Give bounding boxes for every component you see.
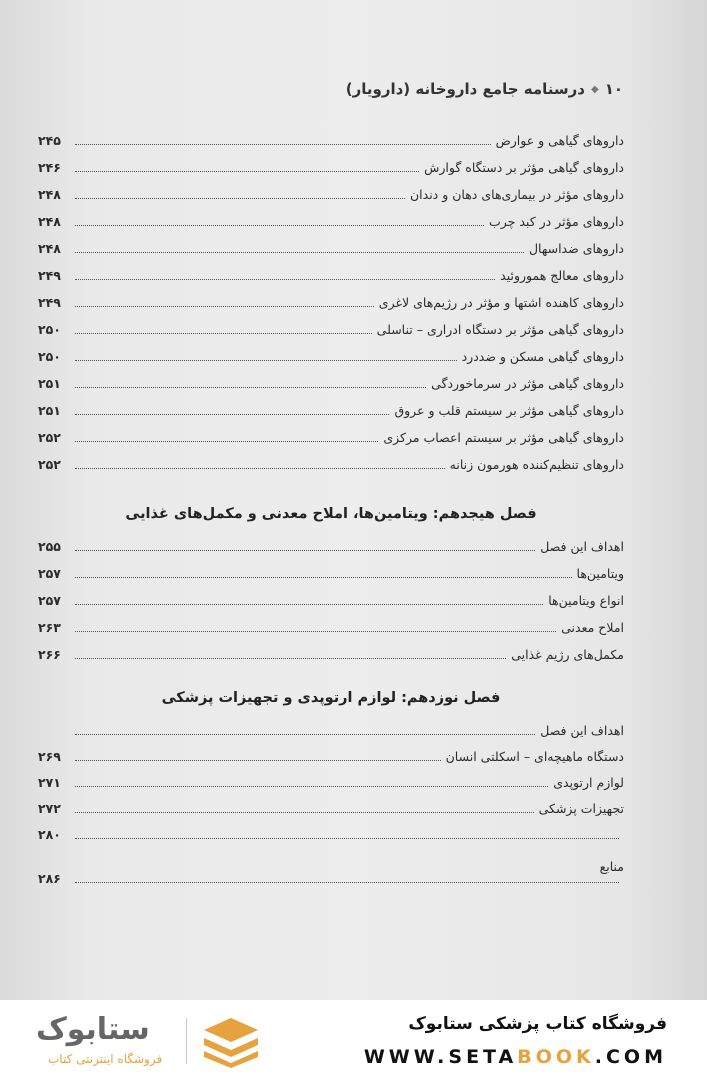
book-stack-icon (200, 1014, 262, 1068)
toc-entry-page: ۲۵۰ (38, 349, 61, 364)
toc-entry[interactable] (38, 822, 624, 844)
toc-entry-title: داروهای گیاهی مؤثر بر سیستم اعصاب مرکزی (383, 430, 624, 445)
leader-dots (75, 881, 619, 883)
toc-entry-title: داروهای گیاهی مؤثر بر سیستم قلب و عروق (394, 403, 624, 418)
store-url-link[interactable] (364, 1046, 667, 1068)
toc-entry[interactable] (38, 770, 624, 792)
toc-entry-page: ۲۵۲ (38, 430, 61, 445)
toc-entry-page: ۲۵۱ (38, 403, 61, 418)
toc-entry-page: ۲۴۵ (38, 133, 61, 148)
toc-entry-title: داروهای مؤثر در کبد چرب (489, 214, 624, 229)
url-suffix: .COM (594, 1046, 667, 1068)
leader-dots (75, 413, 389, 415)
toc-entry-title: ویتامین‌ها (576, 566, 624, 581)
toc-entry-title: انواع ویتامین‌ها (548, 593, 624, 608)
toc-entry-page: ۲۵۰ (38, 322, 61, 337)
leader-dots (75, 143, 491, 145)
toc-entry-title: داروهای گیاهی مؤثر بر دستگاه گوارش (424, 160, 624, 175)
toc-entry-title: لوازم ارتوپدی (553, 775, 624, 790)
leader-dots (75, 386, 426, 388)
toc-entry-title: تجهیزات پزشکی (538, 801, 624, 816)
logo-wordmark: ستابوک (36, 1012, 150, 1047)
diamond-separator-icon: ◆ (590, 83, 599, 95)
toc-entry-title: دستگاه ماهیچه‌ای – اسکلتی انسان (445, 749, 624, 764)
leader-dots (75, 657, 506, 659)
book-title: درسنامه جامع داروخانه (دارویار) (345, 80, 585, 98)
leader-dots (75, 603, 543, 605)
leader-dots (75, 359, 457, 361)
toc-entry-title: املاح معدنی (561, 620, 624, 635)
toc-entry-title: داروهای معالج هموروئید (500, 268, 624, 283)
toc-entry-page: ۲۴۸ (38, 187, 61, 202)
sources-page: ۲۸۶ (38, 871, 61, 886)
leader-dots (75, 576, 572, 578)
logo-divider (186, 1018, 187, 1064)
toc-entry-page: ۲۴۹ (38, 295, 61, 310)
toc-entry[interactable] (38, 452, 624, 474)
leader-dots (75, 785, 548, 787)
toc-entry-page: ۲۴۹ (38, 268, 61, 283)
store-name: فروشگاه کتاب پزشکی ستابوک (408, 1014, 667, 1034)
toc-entry-title: مکمل‌های رژیم غذایی (511, 647, 624, 662)
leader-dots (75, 733, 535, 735)
toc-entry-page: ۲۴۸ (38, 214, 61, 229)
toc-entry[interactable] (38, 290, 624, 312)
page-number: ۱۰ (604, 80, 623, 98)
toc-entry[interactable] (38, 561, 624, 583)
toc-entry[interactable] (38, 398, 624, 420)
toc-entry-page: ۲۷۲ (38, 801, 61, 816)
toc-entry[interactable] (38, 796, 624, 818)
toc-entry[interactable] (38, 588, 624, 610)
toc-entry-page: ۲۶۶ (38, 647, 61, 662)
toc-entry[interactable] (38, 642, 624, 664)
toc-entry[interactable] (38, 615, 624, 637)
toc-entry[interactable] (38, 534, 624, 556)
toc-entry-title: داروهای ضداسهال (528, 241, 624, 256)
toc-entry-title: داروهای گیاهی مؤثر در سرماخوردگی (431, 376, 624, 391)
store-footer (0, 1000, 707, 1080)
leader-dots (75, 278, 495, 280)
toc-entry-page: ۲۶۳ (38, 620, 61, 635)
toc-entry[interactable] (38, 263, 624, 285)
toc-entry[interactable] (38, 425, 624, 447)
chapter-19-heading[interactable]: فصل نوزدهم: لوازم ارتوپدی و تجهیزات پزشکی (161, 690, 501, 706)
toc-entry[interactable] (38, 128, 624, 150)
toc-entry-title: داروهای کاهنده اشتها و مؤثر در رژیم‌های لاغری (378, 295, 624, 310)
toc-entry[interactable] (38, 344, 624, 366)
leader-dots (75, 224, 484, 226)
leader-dots (75, 811, 534, 813)
logo-subtitle: فروشگاه اینترنتی کتاب (48, 1052, 163, 1066)
toc-entry[interactable] (38, 209, 624, 231)
toc-entry-title: اهداف این فصل (540, 723, 624, 738)
toc-entry-title: داروهای مؤثر در بیماری‌های دهان و دندان (409, 187, 624, 202)
url-accent: BOOK (517, 1046, 595, 1068)
toc-entry[interactable] (38, 718, 624, 740)
leader-dots (75, 251, 524, 253)
toc-entry-page: ۲۴۸ (38, 241, 61, 256)
url-prefix: WWW.SETA (363, 1046, 518, 1068)
toc-entry-page: ۲۵۷ (38, 593, 61, 608)
toc-entry-title: داروهای گیاهی و عوارض (495, 133, 624, 148)
leader-dots (75, 549, 535, 551)
leader-dots (75, 170, 419, 172)
toc-entry-page: ۲۵۱ (38, 376, 61, 391)
sources-title: منابع (599, 859, 624, 874)
toc-entry-page: ۲۶۹ (38, 749, 61, 764)
toc-entry-page: ۲۷۱ (38, 775, 61, 790)
sources-entry[interactable] (38, 866, 624, 888)
toc-entry[interactable] (38, 317, 624, 339)
leader-dots (75, 467, 445, 469)
toc-entry[interactable] (38, 182, 624, 204)
toc-entry-title: داروهای تنظیم‌کننده هورمون زنانه (449, 457, 624, 472)
toc-entry-page: ۲۸۰ (38, 827, 61, 842)
toc-entry-page: ۲۵۷ (38, 566, 61, 581)
toc-entry-page: ۲۵۵ (38, 539, 61, 554)
leader-dots (75, 305, 374, 307)
leader-dots (75, 197, 405, 199)
toc-entry-page: ۲۵۲ (38, 457, 61, 472)
toc-entry[interactable] (38, 371, 624, 393)
toc-entry[interactable] (38, 236, 624, 258)
toc-entry-page: ۲۴۶ (38, 160, 61, 175)
toc-entry[interactable] (38, 744, 624, 766)
leader-dots (75, 630, 556, 632)
leader-dots (75, 759, 441, 761)
toc-entry-title: داروهای گیاهی مؤثر بر دستگاه ادراری – تناسلی (376, 322, 624, 337)
leader-dots (75, 837, 619, 839)
toc-entry[interactable] (38, 155, 624, 177)
toc-entry-title: داروهای گیاهی مسکن و ضددرد (461, 349, 624, 364)
leader-dots (75, 332, 372, 334)
toc-entry-title: اهداف این فصل (540, 539, 624, 554)
leader-dots (75, 440, 378, 442)
chapter-18-heading[interactable]: فصل هیجدهم: ویتامین‌ها، املاح معدنی و مکمل‌های غذایی (125, 506, 537, 522)
